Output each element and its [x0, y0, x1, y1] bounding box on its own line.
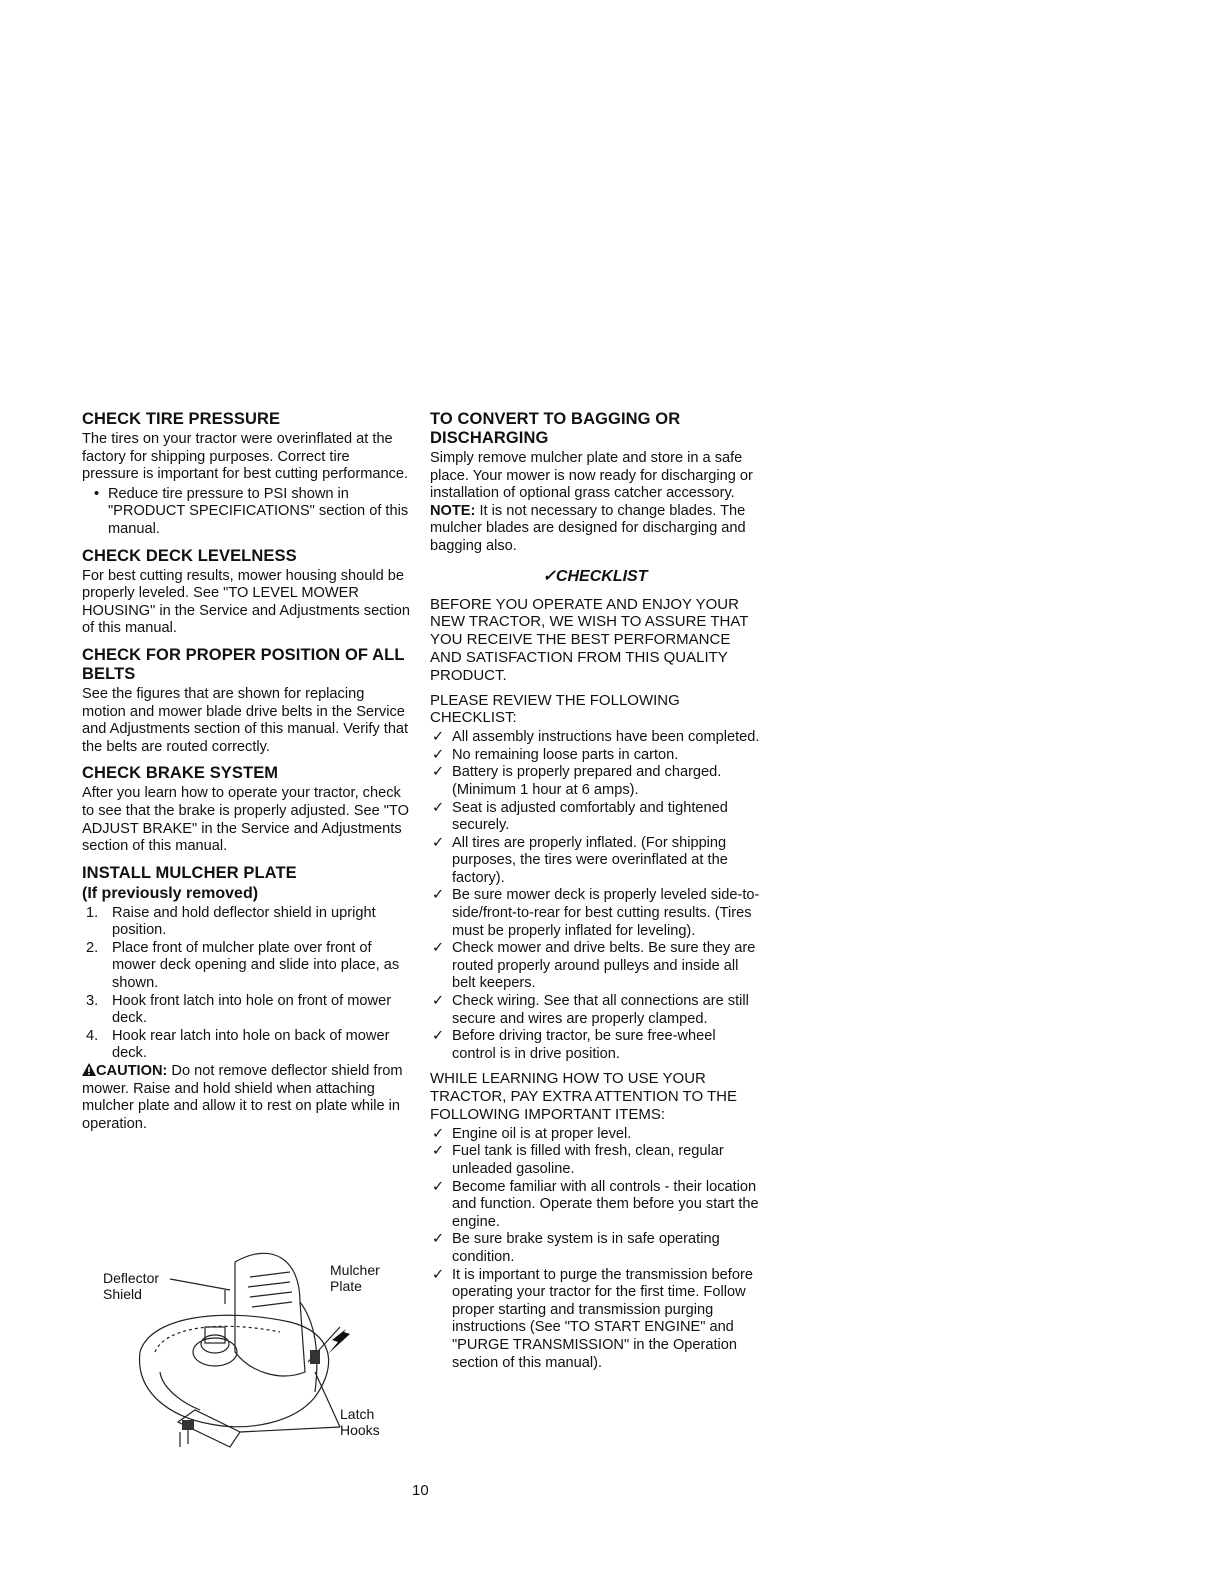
item-text: All assembly instructions have been completed. — [452, 729, 760, 746]
caution-label: CAUTION: — [96, 1063, 168, 1080]
check-icon: ✓ — [432, 1028, 445, 1045]
list-item — [430, 940, 760, 993]
left-column — [82, 410, 410, 1141]
item-text: Check mower and drive belts. Be sure they are routed properly around pulleys and inside all belt keepers. — [452, 940, 756, 992]
right-column — [430, 410, 760, 1379]
step-item — [82, 940, 410, 993]
belts-heading: CHECK FOR PROPER POSITION OF ALL BELTS — [82, 645, 405, 683]
list-item — [430, 1231, 760, 1266]
check-icon: ✓ — [432, 1266, 445, 1283]
convert-body: Simply remove mulcher plate and store in a safe place. Your mower is now ready for discharging or installation of optional grass catcher accessory. — [430, 450, 753, 502]
item-text: No remaining loose parts in carton. — [452, 746, 679, 763]
item-text: Become familiar with all controls - their location and function. Operate them before you start the engine. — [452, 1178, 759, 1230]
step-text: Place front of mulcher plate over front of mower deck opening and slide into place, as shown. — [112, 939, 400, 992]
step-text: Hook rear latch into hole on back of mower deck. — [112, 1027, 390, 1062]
note-paragraph — [430, 503, 760, 556]
deck-levelness-heading: CHECK DECK LEVELNESS — [82, 546, 297, 565]
list-item — [430, 747, 760, 765]
belts-body: See the figures that are shown for replacing motion and mower blade drive belts in the Service and Adjustments section of this manual. Verify that the belts are routed correctly. — [82, 685, 409, 755]
step-item — [82, 993, 410, 1028]
check-icon: ✓ — [432, 746, 445, 763]
item-text: Check wiring. See that all connections are still secure and wires are properly clamped. — [452, 993, 749, 1027]
list-item — [430, 800, 760, 835]
step-item — [82, 905, 410, 940]
list-item — [430, 993, 760, 1028]
step-number: 3. — [86, 992, 99, 1009]
tire-pressure-bullet: • Reduce tire pressure to PSI shown in "PRODUCT SPECIFICATIONS" section of this manual. — [94, 486, 410, 539]
important-items — [430, 1126, 760, 1372]
check-icon: ✓ — [432, 1143, 445, 1160]
mulcher-steps — [82, 905, 410, 1063]
item-text: It is important to purge the transmission before operating your tractor for the first time. Follow proper starting and transmission purging instructions (See "TO START ENGINE" and "PURGE TRANSMISSION" in the Operation section of this manual). — [452, 1266, 753, 1371]
page-number: 10 — [412, 1482, 429, 1499]
brake-heading: CHECK BRAKE SYSTEM — [82, 764, 279, 783]
step-text: Hook front latch into hole on front of mower deck. — [112, 992, 392, 1027]
check-icon: ✓ — [432, 1231, 445, 1248]
check-icon: ✓ — [432, 1178, 445, 1195]
item-text: Before driving tractor, be sure free-wheel control is in drive position. — [452, 1028, 716, 1062]
mulcher-plate-label: Mulcher Plate — [330, 1262, 380, 1294]
step-item — [82, 1028, 410, 1063]
checklist-items — [430, 729, 760, 1063]
caution-paragraph — [82, 1063, 410, 1133]
step-number: 1. — [86, 904, 99, 921]
tire-pressure-bullets — [82, 486, 410, 539]
check-icon: ✓ — [542, 567, 556, 585]
list-item — [430, 1143, 760, 1178]
note-label: NOTE: — [430, 502, 476, 519]
check-icon: ✓ — [432, 764, 445, 781]
list-item — [430, 1267, 760, 1373]
mulcher-heading: INSTALL MULCHER PLATE — [82, 863, 297, 882]
brake-body: After you learn how to operate your tractor, check to see that the brake is properly adjusted. See "TO ADJUST BRAKE" in the Service and Adjustments section of this manual. — [82, 785, 409, 855]
list-item — [430, 764, 760, 799]
item-text: Fuel tank is filled with fresh, clean, regular unleaded gasoline. — [452, 1143, 724, 1177]
warning-triangle-icon — [82, 1063, 96, 1076]
item-text: All tires are properly inflated. (For shipping purposes, the tires were overinflated at the factory). — [452, 834, 728, 886]
mulcher-subheading: (If previously removed) — [82, 884, 259, 902]
check-icon: ✓ — [432, 887, 445, 904]
step-text: Raise and hold deflector shield in upright position. — [112, 904, 376, 939]
learning-intro: WHILE LEARNING HOW TO USE YOUR TRACTOR, PAY EXTRA ATTENTION TO THE FOLLOWING IMPORTANT ITEMS: — [430, 1070, 738, 1124]
tire-pressure-heading: CHECK TIRE PRESSURE — [82, 410, 281, 428]
convert-heading: TO CONVERT TO BAGGING OR DISCHARGING — [430, 410, 681, 447]
checklist-title-text: CHECKLIST — [555, 567, 648, 585]
list-item — [430, 835, 760, 888]
deflector-shield-label: Deflector Shield — [103, 1270, 160, 1302]
list-item — [430, 1028, 760, 1063]
list-item — [430, 1179, 760, 1232]
check-icon: ✓ — [432, 834, 445, 851]
step-number: 2. — [86, 939, 99, 956]
caution-text: Do not remove deflector shield from mower. Raise and hold shield when attaching mulcher plate and allow it to rest on plate while in operation. — [82, 1063, 403, 1132]
check-icon: ✓ — [432, 1125, 445, 1142]
checklist-title — [430, 566, 760, 586]
step-number: 4. — [86, 1027, 99, 1044]
check-icon: ✓ — [432, 940, 445, 957]
tire-pressure-body: The tires on your tractor were overinflated at the factory for shipping purposes. Correct tire pressure is important for best cutting performance. — [82, 431, 409, 483]
list-item — [430, 729, 760, 747]
note-text: It is not necessary to change blades. The mulcher blades are designed for discharging and bagging also. — [430, 502, 746, 554]
mulcher-plate-figure — [100, 1232, 400, 1467]
latch-hooks-label: Latch Hooks — [340, 1406, 380, 1438]
checklist-review: PLEASE REVIEW THE FOLLOWING CHECKLIST: — [430, 691, 680, 727]
item-text: Seat is adjusted comfortably and tightened securely. — [452, 799, 728, 834]
checklist-intro: BEFORE YOU OPERATE AND ENJOY YOUR NEW TRACTOR, WE WISH TO ASSURE THAT YOU RECEIVE THE BEST PERFORMANCE AND SATISFACTION FROM THIS QUALITY PRODUCT. — [430, 595, 749, 684]
list-item — [430, 887, 760, 940]
check-icon: ✓ — [432, 729, 445, 746]
deck-levelness-body: For best cutting results, mower housing should be properly leveled. See "TO LEVEL MOWER HOUSING" in the Service and Adjustments section of this manual. — [82, 567, 411, 637]
item-text: Be sure mower deck is properly leveled side-to-side/front-to-rear for best cutting results. (Tires must be properly inflated for leveling). — [452, 887, 760, 939]
item-text: Engine oil is at proper level. — [452, 1125, 632, 1142]
list-item — [430, 1126, 760, 1144]
item-text: Be sure brake system is in safe operating condition. — [452, 1231, 720, 1265]
check-icon: ✓ — [432, 993, 445, 1010]
check-icon: ✓ — [432, 799, 445, 816]
item-text: Battery is properly prepared and charged. (Minimum 1 hour at 6 amps). — [452, 764, 722, 798]
